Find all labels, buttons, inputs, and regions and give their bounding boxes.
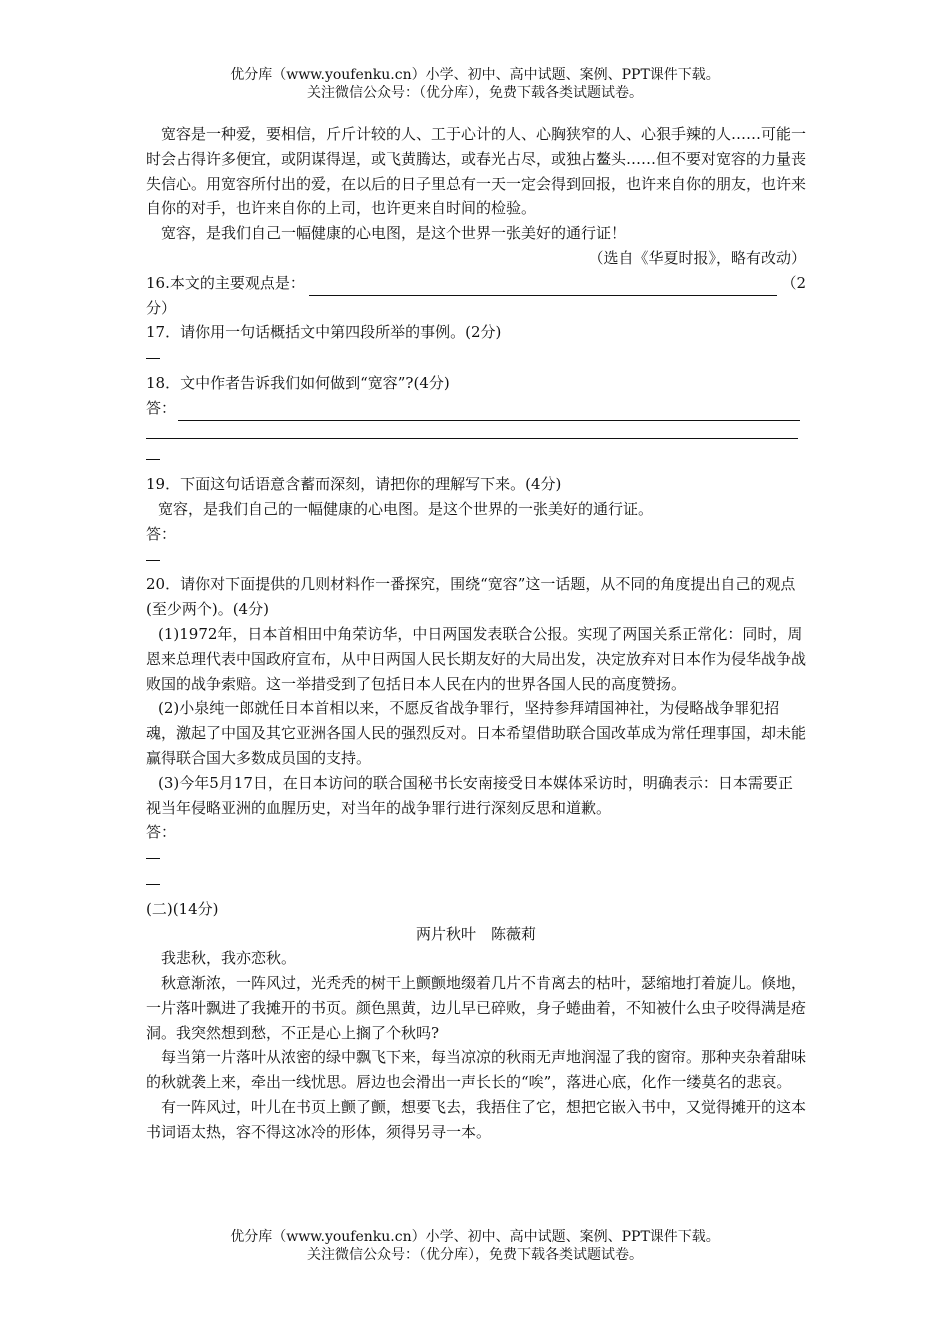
- answer-blank[interactable]: [309, 278, 778, 296]
- header-line-1: 优分库（www.youfenku.cn）小学、初中、高中试题、案例、PPT课件下载。: [230, 67, 720, 83]
- answer-label: 答：: [146, 524, 177, 543]
- question-18: 18．文中作者告诉我们如何做到“宽容”?(4分): [146, 373, 450, 392]
- essay-paragraph: 秋意渐浓，一阵风过，光秃秃的树干上颤颤地缀着几片不肯离去的枯叶，瑟缩地打着旋儿。倏地，一片落叶飘进了我摊开的书页。颜色黑黄，边儿早已碎败，身子蜷曲着，不知被什么虫子咬得满是疮洞。我突然想到愁，不正是心上搁了个秋吗?: [146, 974, 807, 1042]
- answer-blank[interactable]: [146, 446, 160, 460]
- source-citation: （选自《华夏时报》，略有改动）: [588, 248, 806, 267]
- essay-title: 两片秋叶 陈薇莉: [415, 924, 536, 943]
- question-20: 20．请你对下面提供的几则材料作一番探究，围绕“宽容”这一话题，从不同的角度提出自己的观点(至少两个)。(4分): [146, 575, 796, 619]
- answer-row: [146, 396, 806, 421]
- page-header: [0, 66, 950, 102]
- document-body: [146, 122, 806, 1145]
- question-19-quote: 宽容，是我们自己的一幅健康的心电图。是这个世界的一张美好的通行证。: [158, 499, 654, 518]
- material-2: (2)小泉纯一郎就任日本首相以来，不愿反省战争罪行，坚持参拜靖国神社，为侵略战争罪犯招魂，激起了中国及其它亚洲各国人民的强烈反对。日本希望借助联合国改革成为常任理事国，却未能赢得联合国大多数成员国的支持。: [146, 699, 807, 767]
- question-16: [146, 271, 806, 296]
- answer-label: 答：: [146, 398, 177, 417]
- question-16-label: 16.本文的主要观点是：: [146, 273, 305, 292]
- answer-label: 答：: [146, 823, 177, 842]
- answer-blank[interactable]: [146, 845, 160, 859]
- answer-blank[interactable]: [146, 547, 160, 561]
- answer-blank[interactable]: [146, 871, 160, 885]
- passage-paragraph: 宽容，是我们自己一幅健康的心电图，是这个世界一张美好的通行证！: [161, 224, 627, 243]
- header-line-2: 关注微信公众号：（优分库），免费下载各类试题试卷。: [307, 85, 643, 101]
- question-16-score: （2: [781, 273, 806, 292]
- question-17: 17．请你用一句话概括文中第四段所举的事例。(2分): [146, 323, 502, 342]
- material-1: (1)1972年，日本首相田中角荣访华，中日两国发表联合公报。实现了两国关系正常化：同时，周恩来总理代表中国政府宣布，从中日两国人民长期友好的大局出发，决定放弃对日本作为侵华战争战败国的战争索赔。这一举措受到了包括日本人民在内的世界各国人民的高度赞扬。: [146, 624, 807, 693]
- question-16-score-cont: 分）: [146, 298, 177, 317]
- passage-paragraph: 宽容是一种爱，要相信，斤斤计较的人、工于心计的人、心胸狭窄的人、心狠手辣的人……可能一时会占得许多便宜，或阴谋得逞，或飞黄腾达，或春光占尽，或独占鳌头……但不要对宽容的力量丧失信心。用宽容所付出的爱，在以后的日子里总有一天一定会得到回报，也许来自你的朋友，也许来自你的对手，也许来自你的上司，也许更来自时间的检验。: [146, 125, 807, 218]
- question-19: 19．下面这句话语意含蓄而深刻，请把你的理解写下来。(4分): [146, 475, 562, 494]
- footer-line-1: 优分库（www.youfenku.cn）小学、初中、高中试题、案例、PPT课件下载。: [230, 1229, 720, 1245]
- section-heading: (二)(14分): [146, 899, 219, 918]
- essay-paragraph: 我悲秋，我亦恋秋。: [161, 949, 297, 968]
- essay-paragraph: 有一阵风过，叶儿在书页上颤了颤，想要飞去，我捂住了它，想把它嵌入书中，又觉得摊开的这本书词语太热，容不得这冰冷的形体，须得另寻一本。: [146, 1098, 807, 1141]
- answer-blank[interactable]: [178, 403, 800, 421]
- answer-blank[interactable]: [146, 345, 160, 359]
- essay-paragraph: 每当第一片落叶从浓密的绿中飘飞下来，每当凉凉的秋雨无声地润湿了我的窗帘。那种夹杂着甜味的秋就袭上来，牵出一线忧思。唇边也会滑出一声长长的“唉”，落进心底，化作一缕莫名的悲哀。: [146, 1048, 807, 1092]
- page-footer: [0, 1228, 950, 1264]
- material-3: (3)今年5月17日，在日本访问的联合国秘书长安南接受日本媒体采访时，明确表示：日本需要正视当年侵略亚洲的血腥历史，对当年的战争罪行进行深刻反思和道歉。: [146, 773, 793, 817]
- answer-blank[interactable]: [146, 421, 798, 439]
- footer-line-2: 关注微信公众号：（优分库），免费下载各类试题试卷。: [307, 1247, 643, 1263]
